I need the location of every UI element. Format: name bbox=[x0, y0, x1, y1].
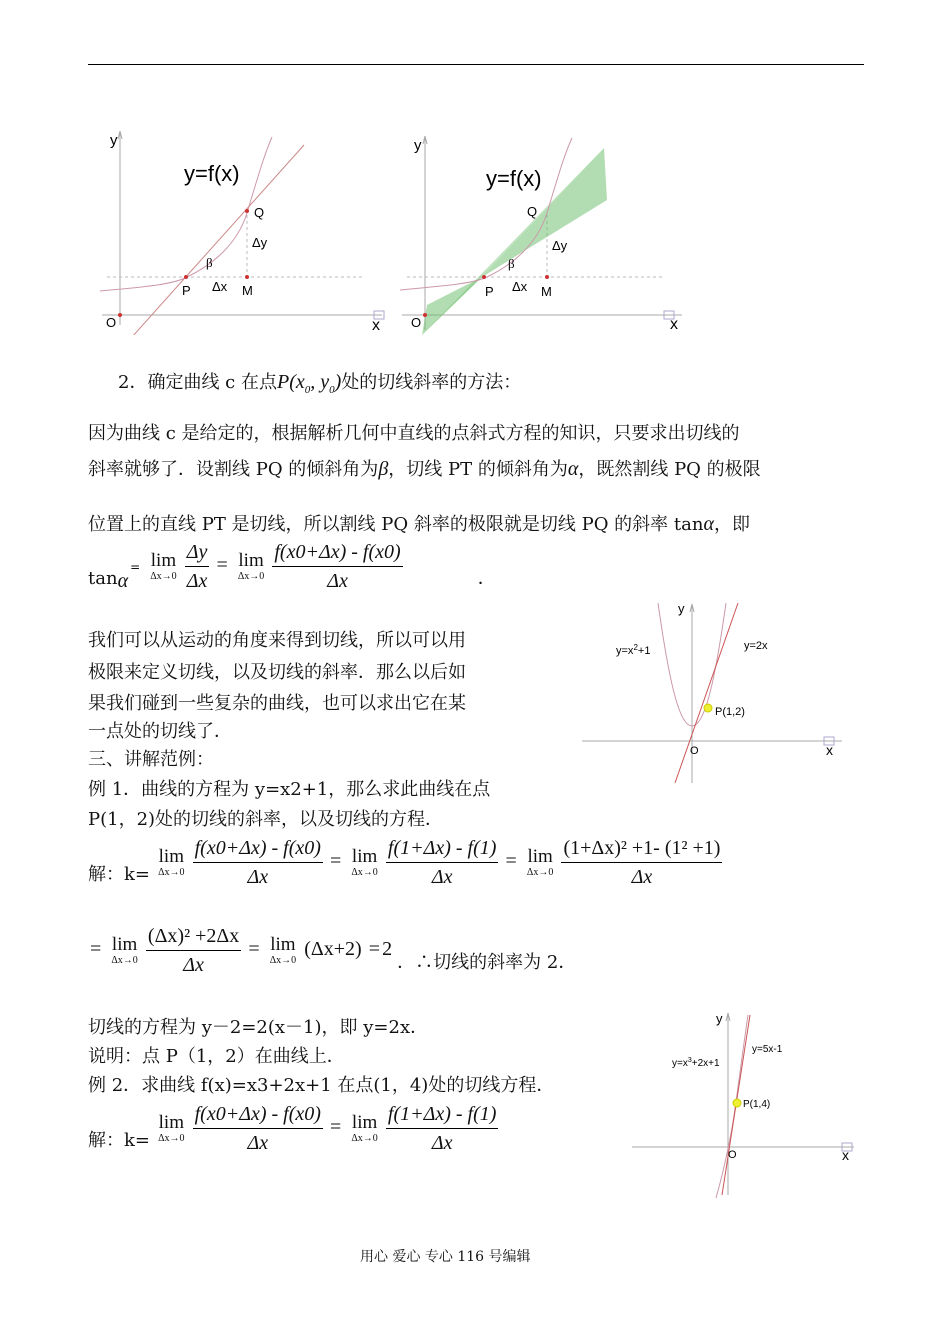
curve-label: $y=x^2+1$ bbox=[616, 643, 651, 657]
point-label: P(1,4) bbox=[743, 1099, 771, 1110]
section3-heading: 三、讲解范例： bbox=[88, 749, 214, 770]
delta-x-label: Δx bbox=[512, 279, 528, 294]
tan-alpha-formula: tanα= lim Δx→0 $\frac{\Delta y}{\Delta x}$ = lim Δx→0 $\frac{f(x0+\Delta x) - f(x0)}{\Delta x}$ ． bbox=[88, 541, 496, 592]
example1-solution: 解：k= lim Δx→0 $\frac{f(x0+\Delta x) - f(x0)}{\Delta x}$ = lim Δx→0 $\frac{f(1+\Delta x) - f(1)}{\Delta x}$ = lim Δx→0 $\frac{\text{(1+Δx)² +1- (1² +1)}}{\Delta x}$ bbox=[88, 837, 721, 888]
figure-secant bbox=[92, 125, 392, 335]
point-label: P(1,2) bbox=[715, 706, 745, 718]
delta-y-label: Δy bbox=[552, 238, 568, 253]
point-p-label: P bbox=[182, 283, 191, 298]
y-axis-label: y bbox=[110, 132, 118, 149]
motion-line-3: 果我们碰到一些复杂的曲线，也可以求出它在某 bbox=[88, 693, 466, 714]
beta-label: β bbox=[508, 256, 515, 271]
point-m-label: M bbox=[242, 283, 253, 298]
curve-title: y=f(x) bbox=[486, 166, 542, 191]
figure-cubic-tangent bbox=[630, 1010, 860, 1200]
point-q-label: Q bbox=[527, 204, 538, 219]
origin-label: O bbox=[690, 745, 699, 757]
example1-line-2: P(1，2)处的切线的斜率，以及切线的方程． bbox=[88, 809, 444, 830]
example1-note: 说明：点 P（1，2）在曲线上． bbox=[88, 1046, 345, 1067]
motion-line-1: 我们可以从运动的角度来得到切线，所以可以用 bbox=[88, 630, 466, 651]
motion-line-2: 极限来定义切线，以及切线的斜率．那么以后如 bbox=[88, 662, 466, 683]
y-axis-label: y bbox=[414, 137, 422, 154]
x-axis-label: x bbox=[842, 1147, 849, 1163]
x-axis-label: x bbox=[372, 317, 380, 334]
beta-label: β bbox=[206, 255, 213, 270]
example1-line-1: 例 1．曲线的方程为 y=x2+1，那么求此曲线在点 bbox=[88, 779, 491, 800]
x-axis-label: x bbox=[670, 316, 678, 333]
origin-label: O bbox=[728, 1149, 737, 1161]
point-q-label: Q bbox=[254, 205, 265, 220]
example2-solution: 解：k= lim Δx→0 $\frac{f(x0+\Delta x) - f(x0)}{\Delta x}$ = lim Δx→0 $\frac{f(1+\Delta x) - f(1)}{\Delta x}$ bbox=[88, 1103, 497, 1154]
section2-heading: 2．确定曲线 c 在点$P(x_0$, $y_0$)处的切线斜率的方法： bbox=[118, 371, 522, 396]
figure-secant-limit bbox=[392, 130, 692, 340]
curve-label: $y=x^3+2x+1$ bbox=[672, 1057, 720, 1069]
curve-title: y=f(x) bbox=[184, 161, 240, 186]
y-axis-label: y bbox=[678, 601, 685, 616]
point-p0: $P(x_0$, $y_0$) bbox=[276, 371, 342, 396]
page-footer: 用心 爱心 专心 116 号编辑 bbox=[360, 1249, 531, 1265]
point-p-label: P bbox=[485, 284, 494, 299]
line-label: y=5x-1 bbox=[752, 1044, 783, 1055]
point-m-label: M bbox=[541, 284, 552, 299]
y-axis-label: y bbox=[716, 1011, 723, 1026]
para-line-3: 位置上的直线 PT 是切线，所以割线 PQ 斜率的极限就是切线 PQ 的斜率 tanα，即 bbox=[88, 513, 750, 535]
origin-label: O bbox=[411, 315, 422, 330]
para-line-2: 斜率就够了．设割线 PQ 的倾斜角为β，切线 PT 的倾斜角为α，既然割线 PQ 的极限 bbox=[88, 458, 761, 480]
example1-tangent-line: 切线的方程为 y－2=2(x－1)，即 y=2x． bbox=[88, 1017, 429, 1038]
delta-y-label: Δy bbox=[252, 235, 268, 250]
para-line-1: 因为曲线 c 是给定的，根据解析几何中直线的点斜式方程的知识，只要求出切线的 bbox=[88, 423, 740, 444]
x-axis-label: x bbox=[826, 742, 833, 758]
example1-solution-2: = lim Δx→0 $\frac{\text{(Δx)² +2Δx}}{\Delta x}$ = lim Δx→0 (Δx+2) = 2 ．∴切线的斜率为 2． bbox=[90, 925, 577, 976]
line-label: y=2x bbox=[744, 640, 768, 652]
motion-line-4: 一点处的切线了． bbox=[88, 721, 232, 742]
delta-x-label: Δx bbox=[212, 279, 228, 294]
origin-label: O bbox=[106, 315, 117, 330]
header-rule bbox=[88, 64, 864, 65]
figure-parabola-tangent bbox=[580, 598, 850, 788]
example2-line-1: 例 2．求曲线 f(x)=x3+2x+1 在点(1，4)处的切线方程． bbox=[88, 1075, 555, 1096]
